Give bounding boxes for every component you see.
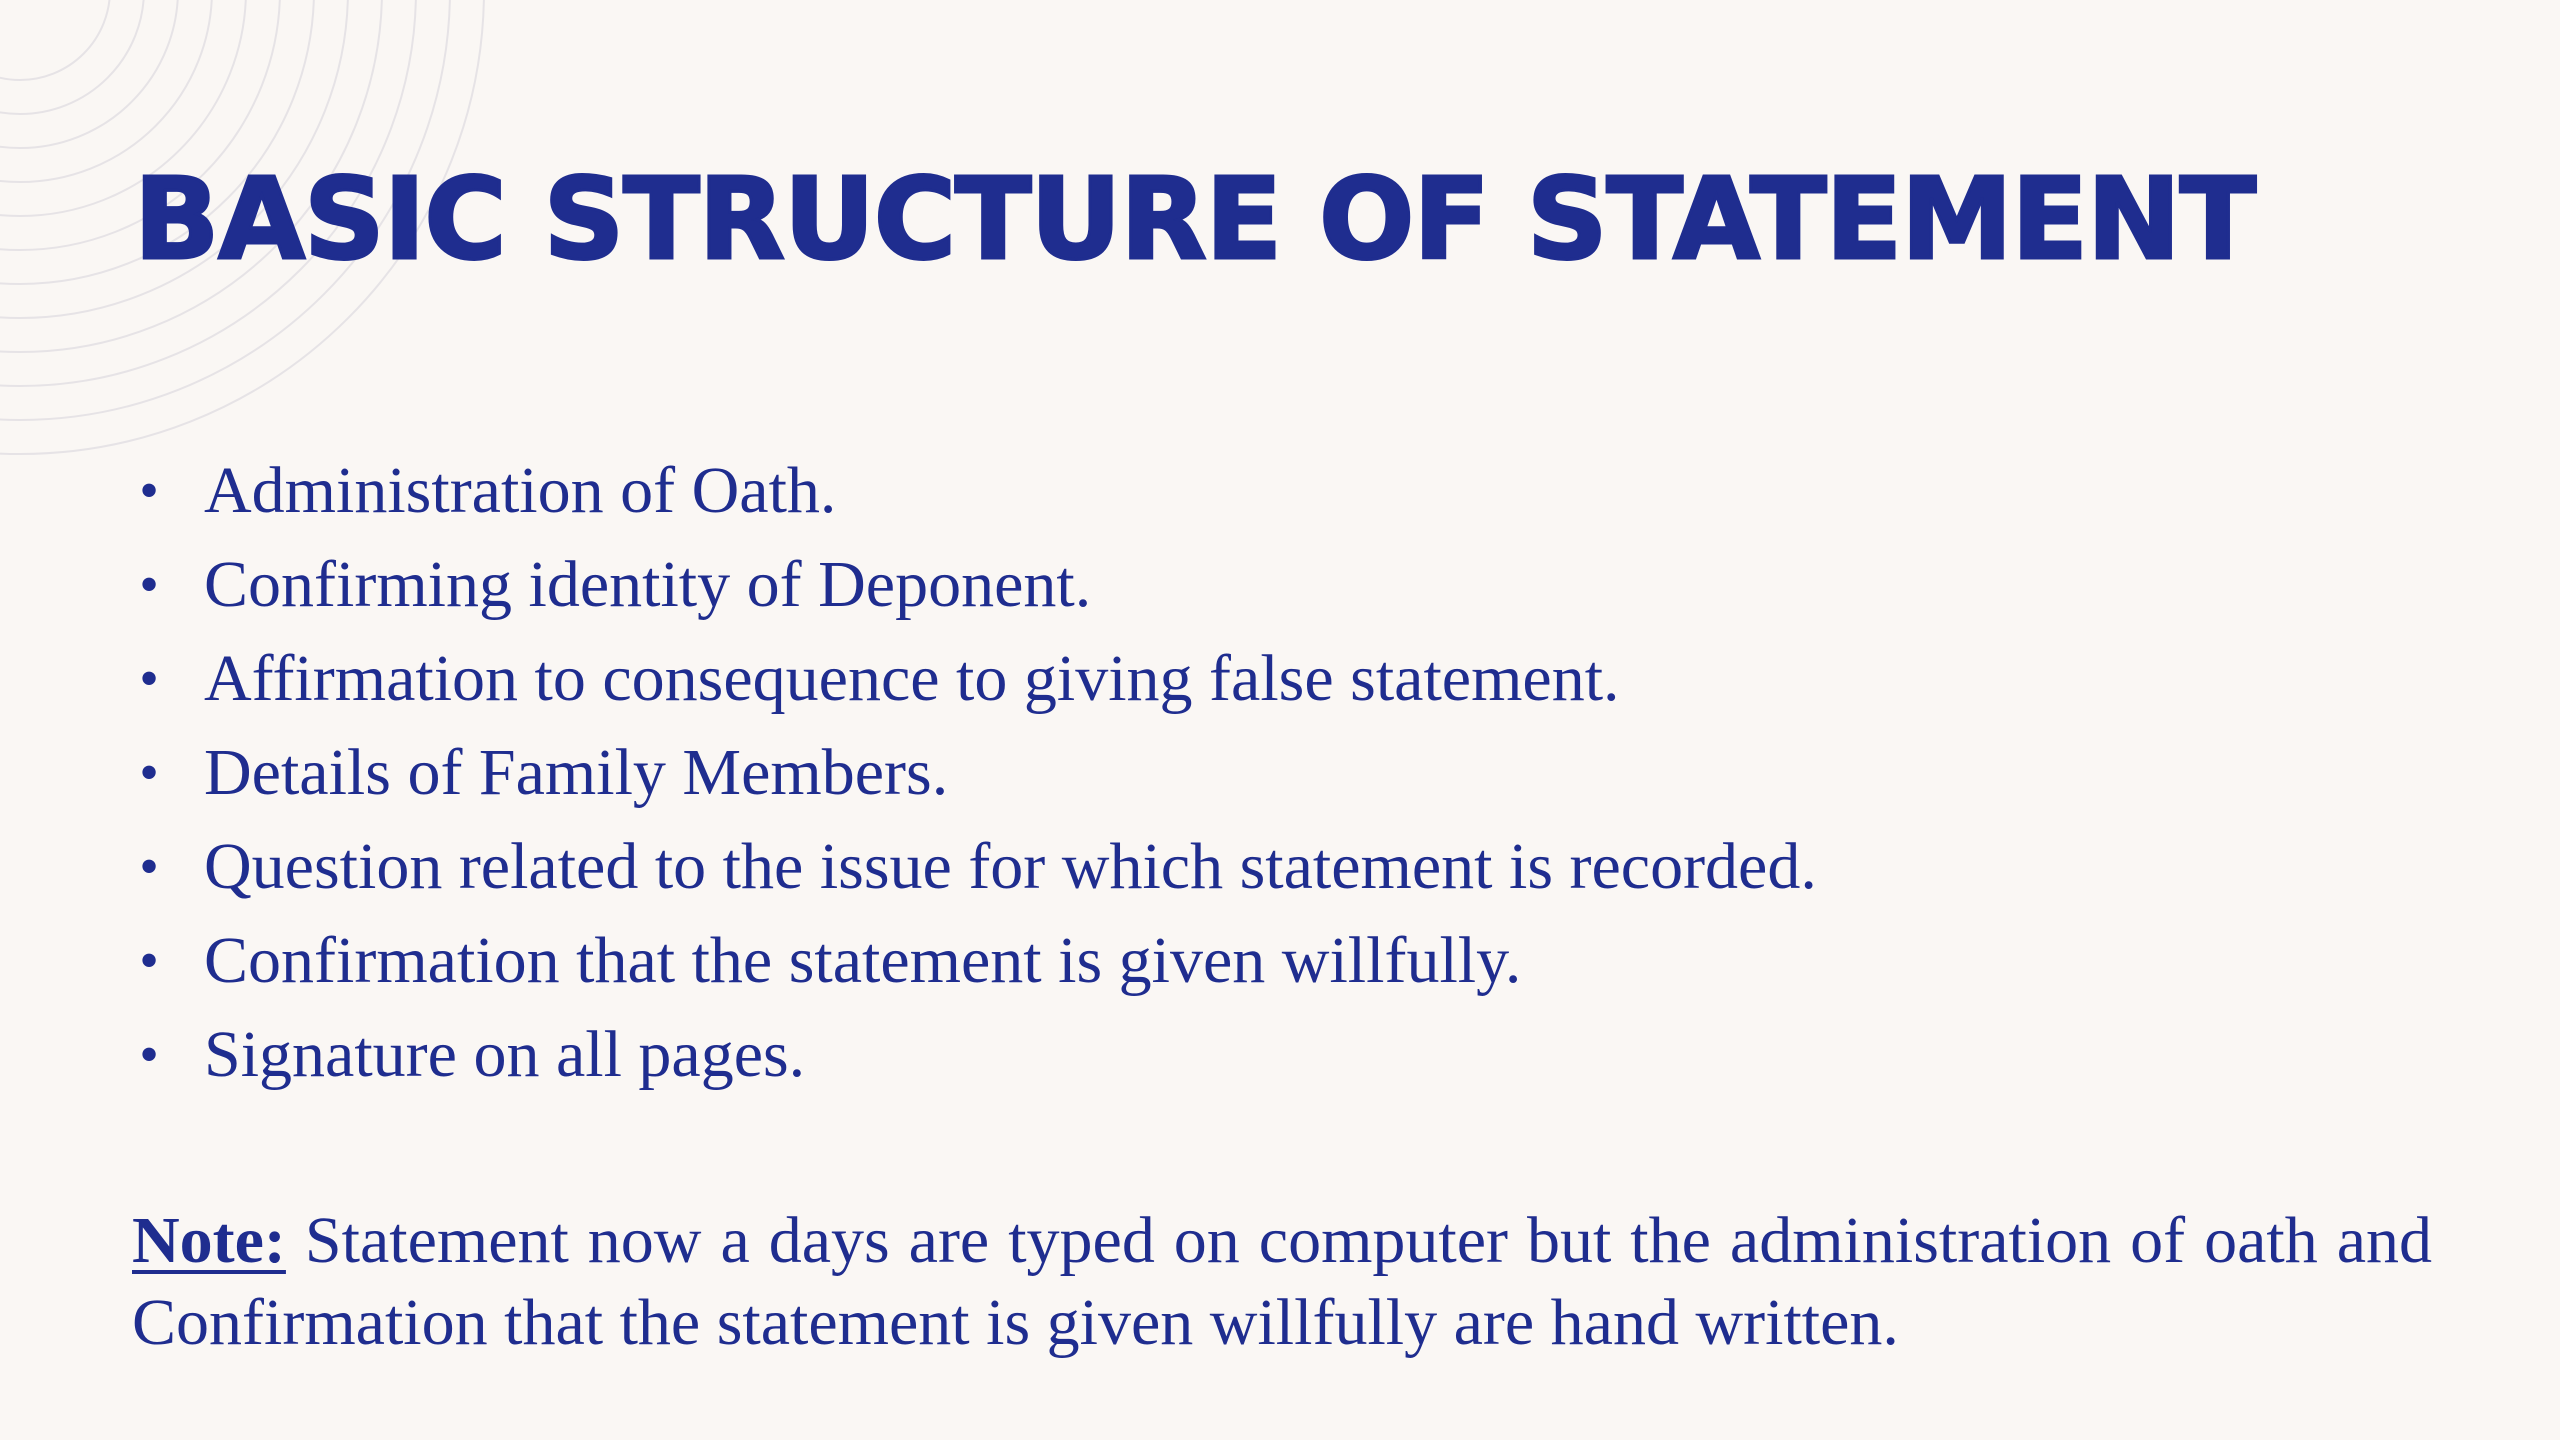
bullet-dot: •: [139, 930, 159, 992]
list-item-text: Question related to the issue for which statement is recorded.: [204, 830, 1817, 903]
bullet-dot: •: [139, 460, 159, 522]
bullet-dot: •: [139, 1024, 159, 1086]
list-item-text: Confirming identity of Deponent.: [204, 548, 1092, 621]
list-item: [130, 820, 1817, 914]
bullet-list: [130, 444, 1817, 1102]
list-item: [130, 726, 1817, 820]
bullet-dot: •: [139, 836, 159, 898]
list-item-text: Administration of Oath.: [204, 454, 837, 527]
bullet-dot: •: [139, 742, 159, 804]
list-item-text: Details of Family Members.: [204, 736, 949, 809]
note-paragraph: [132, 1200, 2432, 1364]
list-item-text: Confirmation that the statement is given willfully.: [204, 924, 1522, 997]
note-text: Statement now a days are typed on computer but the administration of oath and Confirmation that the statement is given willfully are hand written.: [132, 1204, 2432, 1359]
ring-line: [0, 0, 178, 148]
list-item: [130, 632, 1817, 726]
slide-title: BASIC STRUCTURE OF STATEMENT: [134, 155, 2256, 285]
list-item: [130, 538, 1817, 632]
list-item-text: Affirmation to consequence to giving false statement.: [204, 642, 1620, 715]
ring-line: [0, 0, 144, 114]
bullet-dot: •: [139, 554, 159, 616]
ring-line: [0, 0, 110, 80]
list-item-text: Signature on all pages.: [204, 1018, 806, 1091]
list-item: [130, 444, 1817, 538]
bullet-dot: •: [139, 648, 159, 710]
note-label: Note:: [132, 1204, 286, 1277]
list-item: [130, 1008, 1817, 1102]
list-item: [130, 914, 1817, 1008]
